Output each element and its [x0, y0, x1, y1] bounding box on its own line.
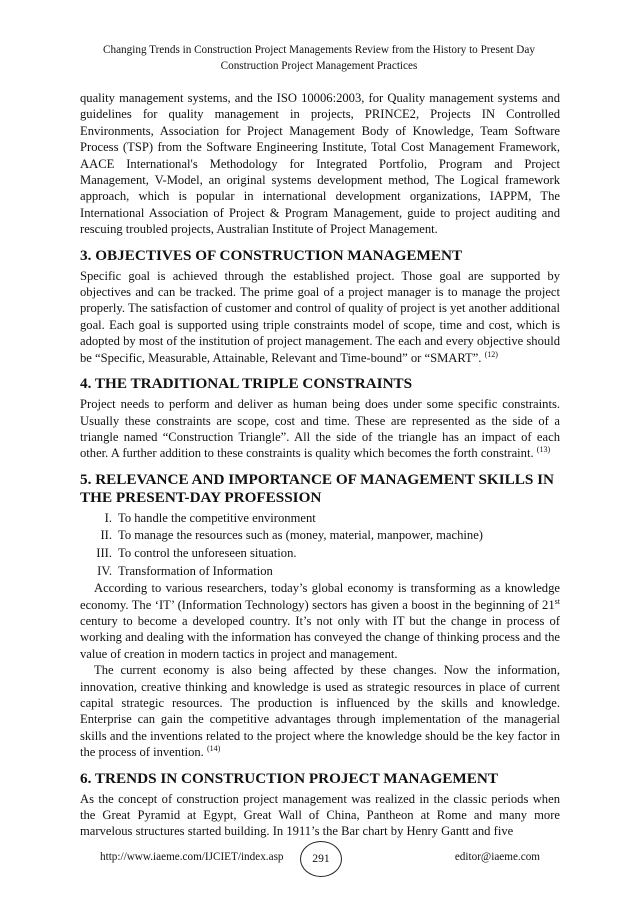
list-item: [80, 545, 560, 563]
list-item-number: II.: [100, 528, 112, 543]
section-4-ref: (13): [536, 445, 551, 455]
list-item-text: Transformation of Information: [118, 563, 273, 578]
list-item-number: III.: [96, 545, 112, 560]
section-4-text: Project needs to perform and deliver as human being does under some specific constraints. Usually these constraints are scope, cost and time. These are represented as the side of a triangle named “Construction Triangle”. All the side of the triangle has an impact of each other. A further addition to these constraints is quality which becomes the forth constraint.: [80, 397, 560, 461]
section-5-heading-line2: THE PRESENT-DAY PROFESSION: [80, 488, 322, 506]
section-5-list: [80, 510, 560, 580]
section-5-para2-ref: (14): [206, 743, 221, 753]
page-body: [80, 90, 560, 840]
list-item: [80, 527, 560, 545]
section-3-heading: 3. OBJECTIVES OF CONSTRUCTION MANAGEMENT: [80, 246, 463, 264]
footer-email-link[interactable]: editor@iaeme.com: [454, 851, 540, 863]
running-header: [80, 42, 558, 74]
section-3-ref: (12): [484, 349, 498, 359]
section-5-heading-line1: 5. RELEVANCE AND IMPORTANCE OF MANAGEMENT SKILLS IN: [80, 470, 554, 488]
footer-url-link[interactable]: http://www.iaeme.com/IJCIET/index.asp: [100, 851, 284, 863]
list-item-number: I.: [104, 510, 112, 525]
list-item-text: To handle the competitive environment: [118, 510, 316, 525]
section-5-heading: [80, 471, 560, 507]
running-header-line2: Construction Project Management Practices: [220, 60, 418, 72]
section-5-para2-text: The current economy is also being affected by these changes. Now the information, innovation, creative thinking and knowledge is used as strategic resources in place of current capital strategic resources. The production is influenced by the skills and knowledge. Enterprise can gain the competitive advantages through implementation of the managerial skills and the inventions related to the project where the knowledge should be the key factor in the process of invention.: [80, 663, 560, 760]
section-4-heading: 4. THE TRADITIONAL TRIPLE CONSTRAINTS: [80, 375, 413, 393]
intro-paragraph: quality management systems, and the ISO 10006:2003, for Quality management systems and guidelines for quality management in projects, PRINCE2, Projects IN Controlled Environments, Association for Project Management Body of Knowledge, Team Software Process (TSP) from the Software Engineering Institute, Total Cost Management Framework, AACE International's Methodology for Integrated Portfolio, Program and Project Management, V-Model, an original systems development method, The Logical framework approach, which is popular in international development organizations, IAPPM, The International Association of Project & Program Management, guide to project auditing and rescuing troubled projects, Australian Institute of Project Management.: [80, 91, 560, 237]
list-item-text: To control the unforeseen situation.: [118, 545, 297, 560]
section-5-paragraph-2: [80, 662, 560, 760]
section-6-paragraph: As the concept of construction project management was realized in the classic periods when the Great Pyramid at Egypt, Great Wall of China, Pantheon at Rome and many more marvelous structures started building. In 1911’s the Bar chart by Henry Gantt and five: [80, 791, 560, 839]
section-5-para1-sup: st: [554, 596, 560, 606]
list-item: [80, 510, 560, 528]
section-4-paragraph: [80, 396, 560, 462]
section-6-heading: 6. TRENDS IN CONSTRUCTION PROJECT MANAGEMENT: [80, 769, 498, 787]
section-5-para1-b: century to become a developed country. It’s not only with IT but the change in process of working and dealing with the information has conveyed the change of thinking process and the value of creation in modern tactics in project and management.: [80, 613, 560, 661]
page-footer: [100, 841, 540, 875]
list-item: [80, 563, 560, 581]
section-5-paragraph-1: [80, 580, 560, 662]
list-item-number: IV.: [97, 563, 112, 578]
section-3-paragraph: [80, 268, 560, 366]
section-5-para1-a: According to various researchers, today’s global economy is transforming as a knowledge economy. The ‘IT’ (Information Technology) sectors has given a boost in the beginning of 21: [80, 581, 560, 612]
section-3-text: Specific goal is achieved through the established project. Those goal are supported by objectives and can be tracked. The prime goal of a project manager is to manage the project properly. The satisfaction of customer and control of quality of project is yet another additional goal. Each goal is supported using triple constraints model of scope, time and cost, which is adopted by most of the institution of project management. The each and every objective should be “Specific, Measurable, Attainable, Relevant and Time-bound” or “SMART”.: [80, 268, 560, 365]
running-header-line1: Changing Trends in Construction Project Managements Review from the History to Present Day: [103, 44, 535, 56]
page-number: 291: [300, 841, 342, 877]
list-item-text: To manage the resources such as (money, material, manpower, machine): [118, 528, 483, 543]
